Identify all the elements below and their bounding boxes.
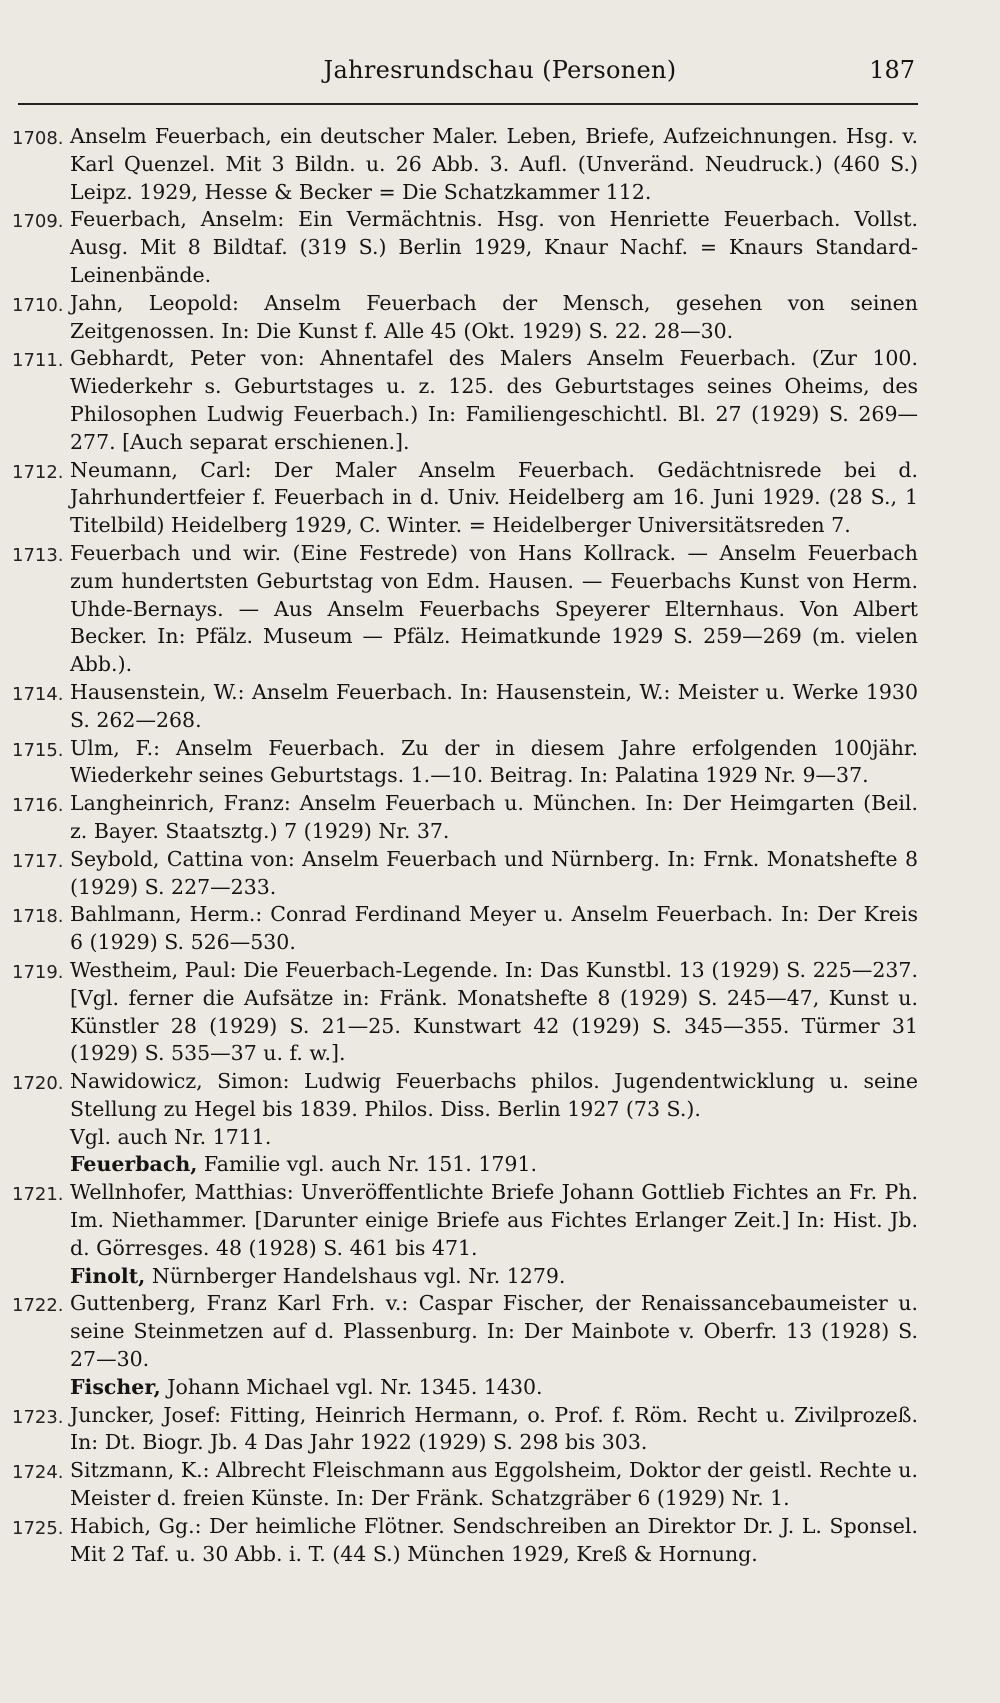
entry-1710 — [12, 290, 918, 346]
entry-text: Ulm, F.: Anselm Feuerbach. Zu der in diesem Jahre erfolgenden 100jähr. Wiederkehr seines Geburtstags. 1.—10. Beitrag. In: Palatina 1929 Nr. 9—37. — [70, 735, 918, 788]
entry-number: 1712. — [12, 461, 64, 483]
entry-1715 — [12, 735, 918, 791]
entry-number: 1717. — [12, 850, 64, 872]
entry-1716 — [12, 790, 918, 846]
entry-1713 — [12, 540, 918, 679]
entry-text: Jahn, Leopold: Anselm Feuerbach der Mensch, gesehen von seinen Zeitgenossen. In: Die Kunst f. Alle 45 (Okt. 1929) S. 22. 28—30. — [70, 290, 918, 343]
entry-text: Feuerbach und wir. (Eine Festrede) von Hans Kollrack. — Anselm Feuerbach zum hundertsten Geburtstag von Edm. Hausen. — Feuerbachs Kunst von Herm. Uhde-Bernays. — Aus Anselm Feuerbachs Speyerer Elternhaus. Von Albert Becker. In: Pfälz. Museum — Pfälz. Heimatkunde 1929 S. 259—269 (m. vielen Abb.). — [70, 540, 918, 677]
cross-reference — [70, 1263, 918, 1291]
page-header — [0, 56, 1000, 96]
entry-1712 — [12, 457, 918, 540]
entry-text: Nawidowicz, Simon: Ludwig Feuerbachs philos. Jugendentwicklung u. seine Stellung zu Hegel bis 1839. Philos. Diss. Berlin 1927 (73 S.). — [70, 1069, 918, 1121]
entry-number: 1716. — [12, 795, 64, 817]
xref-text: Johann Michael vgl. Nr. 1345. 1430. — [167, 1374, 543, 1399]
entry-1722 — [12, 1290, 918, 1373]
entry-text: Sitzmann, K.: Albrecht Fleischmann aus Eggolsheim, Doktor der geistl. Rechte u. Meister d. freien Künste. In: Der Fränk. Schatzgräber 6 (1929) Nr. 1. — [70, 1458, 918, 1511]
entry-text: Hausenstein, W.: Anselm Feuerbach. In: Hausenstein, W.: Meister u. Werke 1930 S. 262—268. — [70, 679, 918, 732]
entry-number: 1722. — [12, 1295, 64, 1317]
entry-number: 1724. — [12, 1462, 64, 1484]
entry-1723 — [12, 1402, 918, 1458]
entry-1720 — [12, 1068, 918, 1124]
entry-number: 1720. — [12, 1073, 64, 1095]
xref-heading: Finolt, — [70, 1263, 146, 1288]
entry-1714 — [12, 679, 918, 735]
cross-reference — [70, 1124, 918, 1152]
entry-number: 1721. — [12, 1184, 64, 1206]
xref-text: Familie vgl. auch Nr. 151. 1791. — [203, 1152, 538, 1177]
entry-text: Wellnhofer, Matthias: Unveröffentlichte Briefe Johann Gottlieb Fichtes an Fr. Ph. Im. Niethammer. [Darunter einige Briefe aus Fichtes Erlanger Zeit.] In: Hist. Jb. d. Görresges. 48 (1928) S. 461 bis 471. — [70, 1180, 918, 1260]
entry-number: 1725. — [12, 1517, 64, 1539]
entry-1717 — [12, 846, 918, 902]
entry-number: 1713. — [12, 544, 64, 566]
entry-text: Feuerbach, Anselm: Ein Vermächtnis. Hsg. von Henriette Feuerbach. Vollst. Ausg. Mit 8 Bildtaf. (319 S.) Berlin 1929, Knaur Nachf. = Knaurs Standard-Leinenbände. — [70, 207, 918, 287]
entry-number: 1711. — [12, 350, 64, 372]
entry-number: 1719. — [12, 961, 64, 983]
entry-text: Westheim, Paul: Die Feuerbach-Legende. In: Das Kunstbl. 13 (1929) S. 225—237. [Vgl. ferner die Aufsätze in: Fränk. Monatshefte 8 (1929) S. 245—47, Kunst u. Künstler 28 (1929) S. 21—25. Kunstwart 42 (1929) S. 345—355. Türmer 31 (1929) S. 535—37 u. f. w.]. — [70, 957, 918, 1066]
xref-text: Nürnberger Handelshaus vgl. Nr. 1279. — [151, 1263, 566, 1288]
entry-number: 1723. — [12, 1406, 64, 1428]
entry-number: 1710. — [12, 294, 64, 316]
bibliography — [0, 123, 1000, 1568]
entry-number: 1718. — [12, 906, 64, 928]
cross-reference — [70, 1374, 918, 1402]
entry-text: Gebhardt, Peter von: Ahnentafel des Malers Anselm Feuerbach. (Zur 100. Wiederkehr s. Geburtstages u. z. 125. des Geburtstages seines Oheims, des Philosophen Ludwig Feuerbach.) In: Familiengeschichtl. Bl. 27 (1929) S. 269—277. [Auch separat erschienen.]. — [70, 346, 918, 454]
entry-number: 1715. — [12, 739, 64, 761]
header-rule — [18, 103, 918, 105]
entry-1725 — [12, 1513, 918, 1569]
entry-text: Langheinrich, Franz: Anselm Feuerbach u. München. In: Der Heimgarten (Beil. z. Bayer. Staatsztg.) 7 (1929) Nr. 37. — [70, 791, 918, 843]
xref-heading: Fischer, — [70, 1374, 161, 1399]
entry-text: Bahlmann, Herm.: Conrad Ferdinand Meyer u. Anselm Feuerbach. In: Der Kreis 6 (1929) S. 526—530. — [70, 902, 918, 955]
entry-number: 1709. — [12, 211, 64, 233]
entry-text: Guttenberg, Franz Karl Frh. v.: Caspar Fischer, der Renaissancebaumeister u. seine Steinmetzen auf d. Plassenburg. In: Der Mainbote v. Oberfr. 13 (1928) S. 27—30. — [70, 1291, 918, 1372]
entry-number: 1708. — [12, 128, 64, 149]
entry-number: 1714. — [12, 683, 64, 705]
entry-1709 — [12, 206, 918, 289]
entry-1711 — [12, 345, 918, 456]
entry-1718 — [12, 901, 918, 957]
entry-1708 — [12, 123, 918, 206]
cross-reference — [70, 1151, 918, 1179]
entry-1721 — [12, 1179, 918, 1262]
entry-text: Anselm Feuerbach, ein deutscher Maler. Leben, Briefe, Aufzeichnungen. Hsg. v. Karl Quenzel. Mit 3 Bildn. u. 26 Abb. 3. Aufl. (Unveränd. Neudruck.) (460 S.) Leipz. 1929, Hesse & Becker = Die Schatzkammer 112. — [70, 124, 918, 204]
xref-text: Vgl. auch Nr. 1711. — [70, 1124, 272, 1149]
page-number: 187 — [869, 56, 915, 84]
entry-text: Neumann, Carl: Der Maler Anselm Feuerbach. Gedächtnisrede bei d. Jahrhundertfeier f. Feuerbach in d. Univ. Heidelberg am 16. Juni 1929. (28 S., 1 Titelbild) Heidelberg 1929, C. Winter. = Heidelberger Universitätsreden 7. — [70, 457, 918, 538]
entry-1719 — [12, 957, 918, 1068]
running-head: Jahresrundschau (Personen) — [323, 56, 677, 84]
entry-text: Seybold, Cattina von: Anselm Feuerbach und Nürnberg. In: Frnk. Monatshefte 8 (1929) S. 227—233. — [70, 846, 918, 899]
xref-heading: Feuerbach, — [70, 1152, 198, 1177]
entry-text: Habich, Gg.: Der heimliche Flötner. Sendschreiben an Direktor Dr. J. L. Sponsel. Mit 2 Taf. u. 30 Abb. i. T. (44 S.) München 1929, Kreß & Hornung. — [70, 1513, 918, 1566]
entry-1724 — [12, 1457, 918, 1513]
entry-text: Juncker, Josef: Fitting, Heinrich Hermann, o. Prof. f. Röm. Recht u. Zivilprozeß. In: Dt. Biogr. Jb. 4 Das Jahr 1922 (1929) S. 298 bis 303. — [70, 1402, 918, 1455]
